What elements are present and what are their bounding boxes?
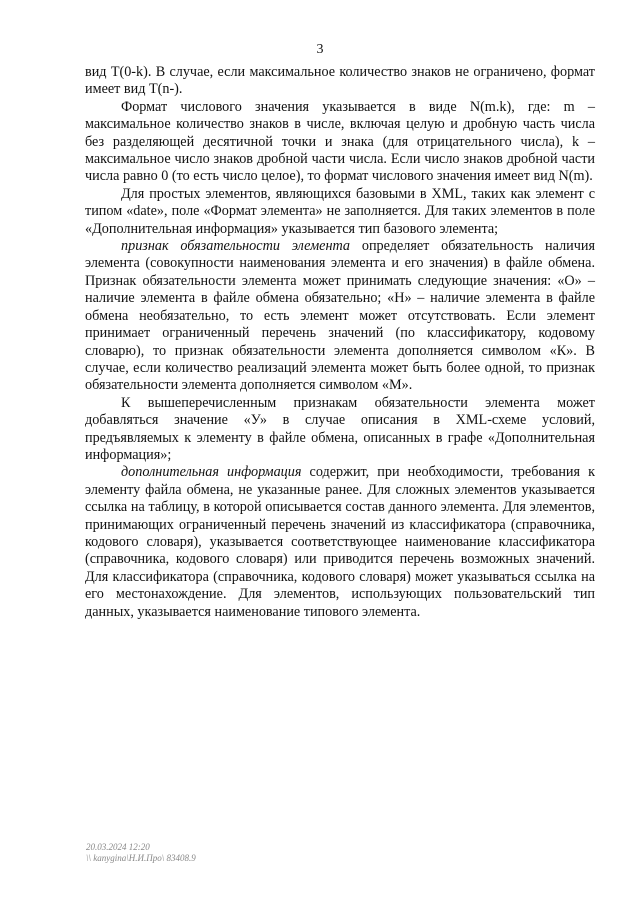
paragraph-text-format-end: вид T(0-k). В случае, если максимальное количество знаков не ограничено, формат имеет вид T(n-). bbox=[85, 64, 595, 98]
footer-stamp-date: 20.03.2024 12:20 bbox=[86, 842, 150, 852]
paragraph-simple-elements: Для простых элементов, являющихся базовыми в XML, таких как элемент с типом «date», поле «Формат элемента» не заполняется. Для таких элементов в поле «Дополнительная информация» указывается тип базового элемента; bbox=[85, 185, 595, 237]
paragraph-mandatory-flag-text: определяет обязательность наличия элемента (совокупности наименования элемента и его значения) в файле обмена. Признак обязательности элемента может принимать следующие значения: «О» – наличие элемента в файле обмена обязательно; «Н» – наличие элемента в файле обмена необязательно, то есть элемент может отсутствовать. Если элемент принимает ограниченный перечень значений (по классификатору, кодовому словарю), то признак обязательности элемента дополняется символом «К». В случае, если количество реализаций элемента может быть более одной, то признак обязательности элемента дополняется символом «М». bbox=[85, 238, 595, 394]
document-body bbox=[85, 64, 595, 621]
term-additional-info: дополнительная информация bbox=[121, 464, 302, 481]
footer-stamp bbox=[86, 842, 196, 864]
paragraph-conditional-value: К вышеперечисленным признакам обязательности элемента может добавляться значение «У» в случае описания в XML-схеме условий, предъявляемых к элементу в файле обмена, описанных в графе «Дополнительная информация»; bbox=[85, 394, 595, 463]
paragraph-numeric-format: Формат числового значения указывается в виде N(m.k), где: m – максимальное количество знаков в числе, включая целую и дробную часть числа без разделяющей десятичной точки и знака (для отрицательного числа), k – максимальное число знаков дробной части числа. Если число знаков дробной части числа равно 0 (то есть число целое), то формат числового значения имеет вид N(m). bbox=[85, 98, 595, 185]
paragraph-additional-info bbox=[85, 464, 595, 621]
footer-stamp-path: \\ kanygina\Н.И.Про\ 83408.9 bbox=[86, 853, 196, 863]
paragraph-mandatory-flag bbox=[85, 238, 595, 395]
term-mandatory-flag: признак обязательности элемента bbox=[121, 238, 351, 255]
paragraph-additional-info-text: содержит, при необходимости, требования к элементу файла обмена, не указанные ранее. Для сложных элементов указывается ссылка на таблицу, в которой описывается состав данного элемента. Для элементов, принимающих ограниченный перечень значений из классификатора (справочника, кодового словаря), указывается соответствующее наименование классификатора (справочника, кодового словаря) или приводится перечень возможных значений. Для классификатора (справочника, кодового словаря) может указываться ссылка на его местонахождение. Для элементов, использующих пользовательский тип данных, указывается наименование типового элемента. bbox=[85, 464, 595, 620]
page-number: 3 bbox=[316, 42, 324, 57]
